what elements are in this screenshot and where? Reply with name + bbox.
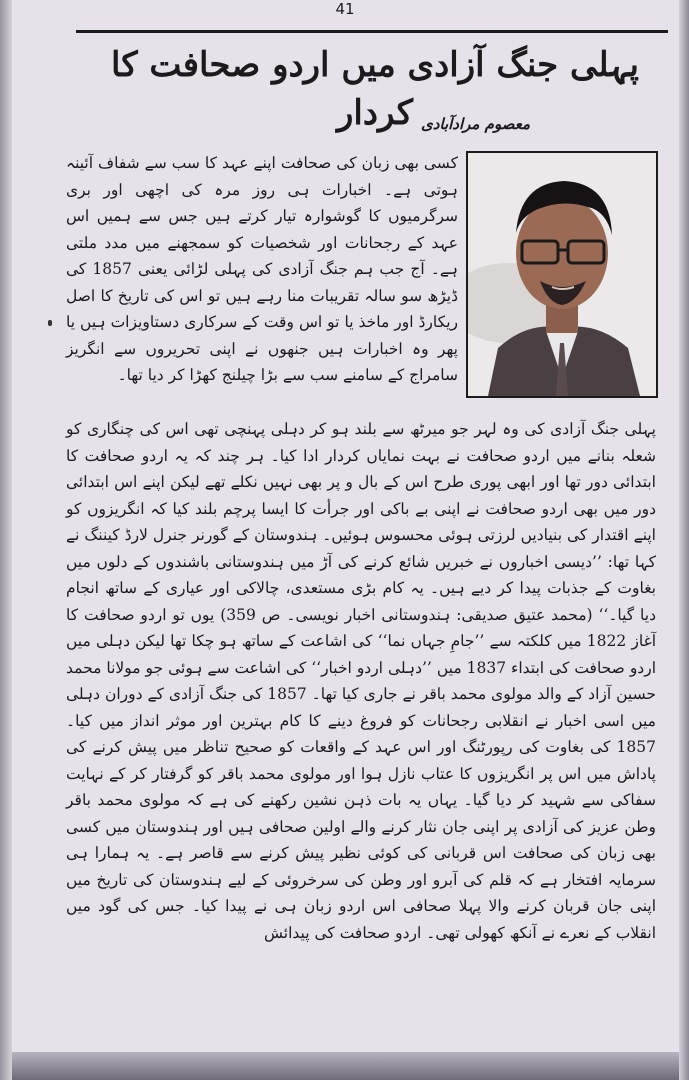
intro-paragraph: کسی بھی زبان کی صحافت اپنے عہد کا سب سے شفاف آئینہ ہوتی ہے۔ اخبارات ہی روز مرہ کی اچھی اور بری سرگرمیوں کا گوشوارہ تیار کرتے ہیں جس سے ہمیں اس عہد کے رجحانات اور شخصیات کو سمجھنے میں مدد ملتی ہے۔ آج جب ہم جنگ آزادی کی پہلی لڑائی یعنی 1857 کی ڈیڑھ سو سالہ تقریبات منا رہے ہیں تو اس کی تاریخ کا اصل ریکارڈ اور ماخذ یا تو اس وقت کے سرکاری دستاویزات ہیں یا پھر وہ اخبارات ہیں جنھوں نے اپنی تحریروں سے انگریز سامراج کے سامنے سب سے بڑا چیلنج کھڑا کر دیا تھا۔ <box>66 154 458 384</box>
author-portrait-image <box>468 153 656 396</box>
header-rule <box>76 30 668 33</box>
margin-mark <box>48 320 52 326</box>
main-paragraph: پہلی جنگ آزادی کی وہ لہر جو میرٹھ سے بلند ہو کر دہلی پہنچی تھی اس کی چنگاری کو شعلہ بنانے میں اردو صحافت نے بہت نمایاں کردار ادا کیا۔ ہر چند کہ یہ اردو صحافت کا ابتدائی دور تھا اور ابھی پوری طرح اس کے بال و پر بھی نہیں نکلے تھے لیکن اپنے اس ابتدائی دور میں بھی اردو صحافت نے اپنی بے باکی اور جرأت کا ایسا پرچم بلند کیا کہ انگریزوں کو اپنے اقتدار کی بنیادیں لرزتی ہوئی محسوس ہوئیں۔ ہندوستان کے گورنر جنرل لارڈ کیننگ نے کہا تھا: ’’دیسی اخباروں نے خبریں شائع کرنے کی آڑ میں ہندوستانی باشندوں کے دلوں میں بغاوت کے جذبات پیدا کر دیے ہیں۔ یہ کام بڑی مستعدی، چالاکی اور عیاری کے ساتھ انجام دیا گیا۔‘‘ (محمد عتیق صدیقی: ہندوستانی اخبار نویسی۔ ص 359) یوں تو اردو صحافت کا آغاز 1822 میں کلکتہ سے ’’جامِ جہاں نما‘‘ کی اشاعت کے ساتھ ہو چکا تھا لیکن دہلی میں اردو صحافت کی ابتداء 1837 میں ’’دہلی اردو اخبار‘‘ کی اشاعت سے ہوئی جو مولانا محمد حسین آزاد کے والد مولوی محمد باقر نے جاری کیا تھا۔ 1857 کی جنگ آزادی کے دوران دہلی میں اسی اخبار نے انقلابی رجحانات کو فروغ دینے کا کام بہترین اور موثر انداز میں کیا۔ 1857 کی بغاوت کی رپورٹنگ اور اس عہد کے واقعات کو صحیح تناظر میں پیش کرنے کی پاداش میں اس پر انگریزوں کا عتاب نازل ہوا اور مولوی محمد باقر کو گرفتار کر کے نہایت سفاکی سے شہید کر دیا گیا۔ یہاں یہ بات ذہن نشین رکھنے کی ہے کہ مولوی محمد باقر وطن عزیز کی آزادی پر اپنی جان نثار کرنے والے اولین صحافی ہیں اور ہندوستان میں کسی بھی زبان کی صحافت اس قربانی کی کوئی نظیر پیش کرنے سے قاصر ہے۔ یہ ہمارا ہی سرمایہ افتخار ہے کہ قلم کی آبرو اور وطن کی سرخروئی کے لیے ہندوستان کی تاریخ میں اپنی جان قربان کرنے والا پہلا صحافی اس اردو زبان ہی نے پیدا کیا۔ جس کی گود میں انقلاب کے نعرے نے آنکھ کھولی تھی۔ اردو صحافت کی پیدائش <box>66 420 657 942</box>
author-name: معصوم مرادآبادی <box>420 115 530 133</box>
author-photo <box>466 151 658 398</box>
page-number: 41 <box>335 0 355 18</box>
page-bottom-edge <box>12 1052 679 1080</box>
page-left-edge <box>0 0 12 1080</box>
page-right-edge <box>679 0 689 1080</box>
article-title: پہلی جنگ آزادی میں اردو صحافت کا کردار <box>111 45 639 133</box>
